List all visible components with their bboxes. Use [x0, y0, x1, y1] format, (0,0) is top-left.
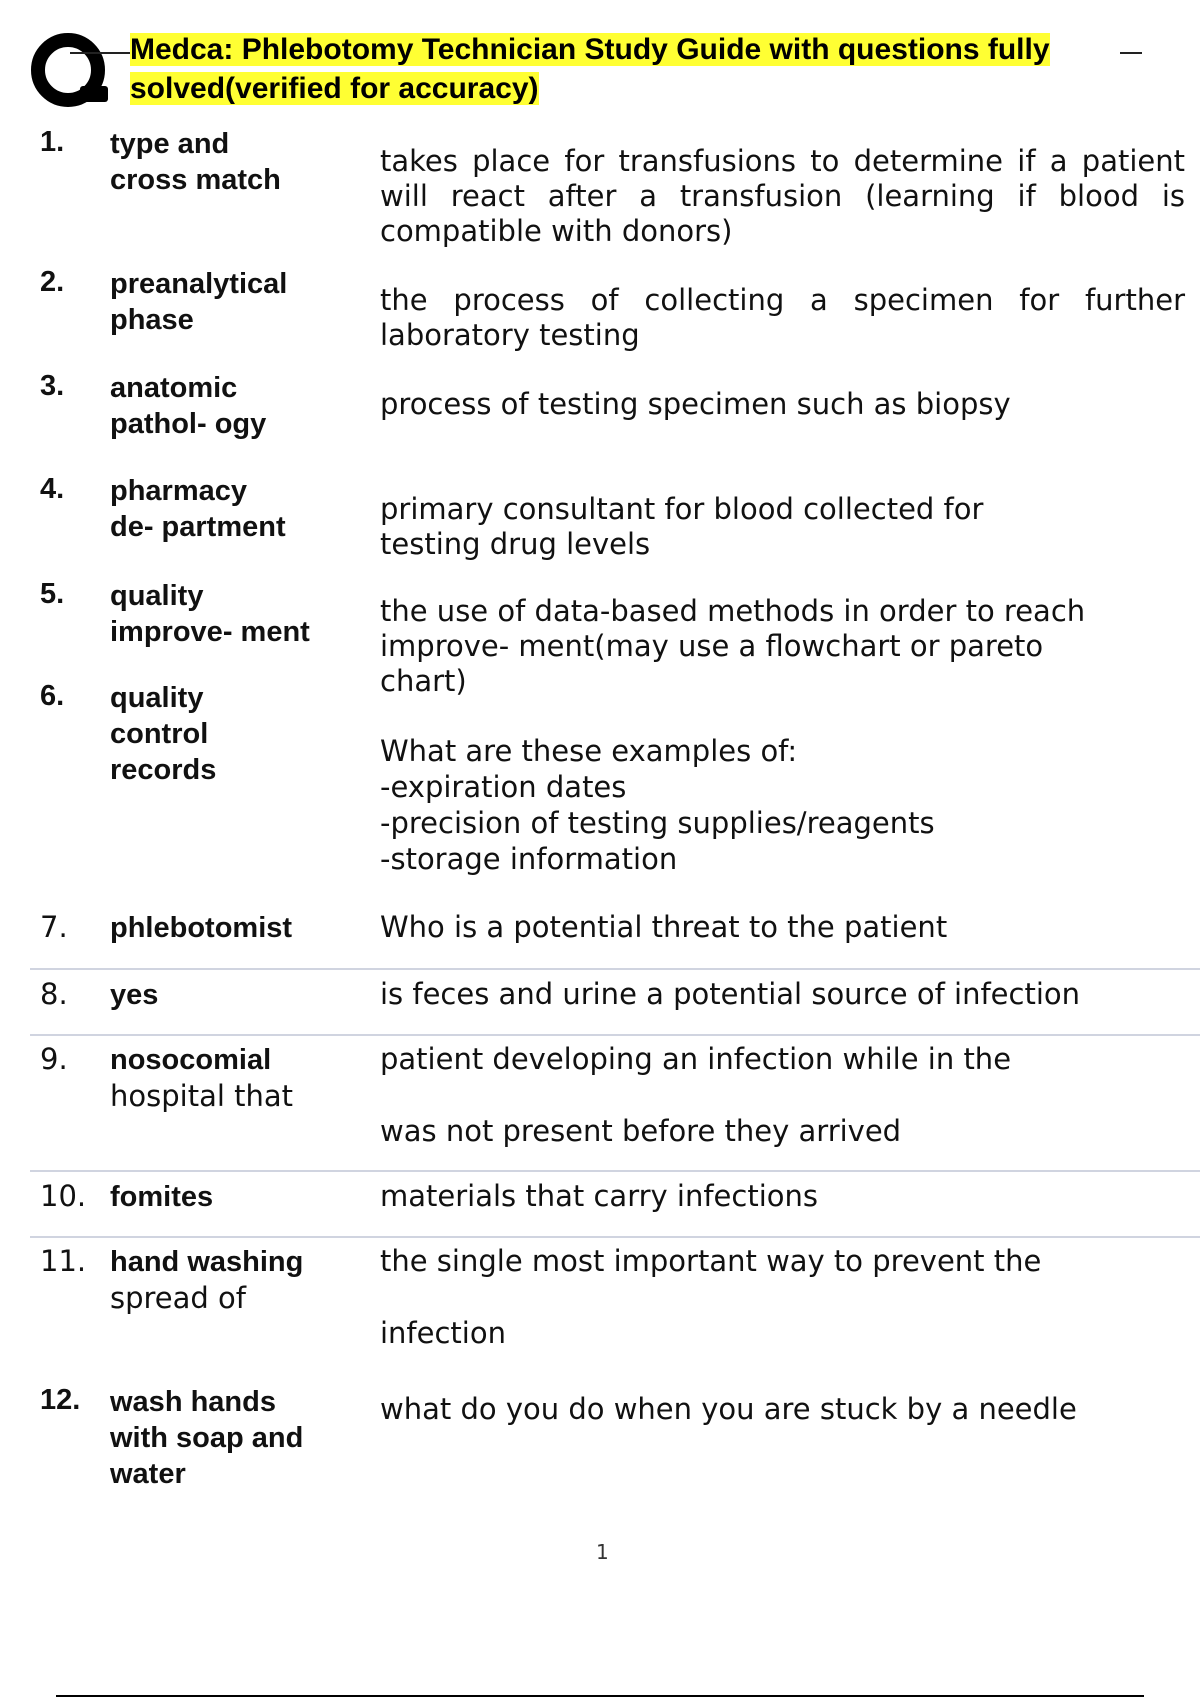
term-line: phlebotomist: [110, 912, 293, 944]
item-term: [110, 473, 350, 545]
title-line-2: solved(verified for accuracy): [130, 72, 539, 105]
item-term: [110, 1384, 350, 1492]
item-number: 12.: [40, 1384, 81, 1416]
item-number: 4.: [40, 473, 65, 505]
item-term: [110, 977, 350, 1013]
term-line: pathol- ogy: [110, 408, 267, 440]
term-line: water: [110, 1458, 186, 1490]
item-number: 2.: [40, 266, 65, 298]
term-line: anatomic: [110, 372, 238, 404]
item-term: [110, 1244, 350, 1316]
term-line: pharmacy: [110, 475, 248, 507]
item-definition-line: the single most important way to prevent the: [380, 1244, 1042, 1278]
term-line: preanalytical: [110, 268, 288, 300]
item-number: 7.: [40, 910, 68, 944]
item-definition: is feces and urine a potential source of infection: [380, 977, 1081, 1011]
term-line: spread of: [110, 1281, 246, 1315]
row-divider: [30, 968, 1200, 970]
q-logo-icon: [30, 30, 112, 112]
row-divider: [30, 1170, 1200, 1172]
term-line: control: [110, 718, 209, 750]
bottom-rule: [56, 1695, 1144, 1697]
item-definition: takes place for transfusions to determine if a patient will react after a transfusion (learning if blood is compatible with donors): [380, 144, 1185, 248]
item-term: [110, 1042, 350, 1114]
item-definition: the process of collecting a specimen for further laboratory testing: [380, 283, 1185, 352]
row-divider: [30, 1034, 1200, 1036]
item-number: 6.: [40, 680, 65, 712]
item-term: [110, 266, 350, 338]
item-number: 11.: [40, 1244, 87, 1278]
item-term: [110, 370, 350, 442]
item-term: [110, 910, 350, 946]
page-number: 1: [596, 1540, 609, 1564]
item-definition-line: patient developing an infection while in the: [380, 1042, 1012, 1076]
term-line: yes: [110, 979, 159, 1011]
item-definition: materials that carry infections: [380, 1179, 819, 1213]
term-line: fomites: [110, 1181, 214, 1213]
item-term: [110, 126, 350, 198]
term-line: cross match: [110, 164, 281, 196]
item-definition: primary consultant for blood collected for testing drug levels: [380, 492, 984, 561]
item-definition: what do you do when you are stuck by a needle: [380, 1392, 1077, 1426]
item-definition: process of testing specimen such as biopsy: [380, 387, 1011, 421]
term-line: de- partment: [110, 511, 286, 543]
item-number: 5.: [40, 578, 65, 610]
item-term: [110, 1179, 350, 1215]
term-line: wash hands: [110, 1386, 276, 1418]
title-rule-left: [70, 52, 132, 54]
term-line: improve- ment: [110, 616, 310, 648]
item-number: 10.: [40, 1179, 87, 1213]
term-line: records: [110, 754, 217, 786]
item-definition: What are these examples of: -expiration dates -precision of testing supplies/reagents -storage information: [380, 734, 935, 876]
item-definition-line: was not present before they arrived: [380, 1114, 902, 1148]
item-number: 3.: [40, 370, 65, 402]
term-line: quality: [110, 580, 204, 612]
item-definition: Who is a potential threat to the patient: [380, 910, 948, 944]
title-line-1: Medca: Phlebotomy Technician Study Guide with questions fully: [130, 33, 1050, 66]
item-definition: the use of data-based methods in order to reach improve- ment(may use a flowchart or pareto chart): [380, 594, 1086, 698]
term-line: quality: [110, 682, 204, 714]
item-number: 9.: [40, 1042, 68, 1076]
item-definition-line: infection: [380, 1316, 506, 1350]
row-divider: [30, 1236, 1200, 1238]
term-line: hospital that: [110, 1079, 294, 1113]
item-number: 8.: [40, 977, 68, 1011]
item-number: 1.: [40, 126, 65, 158]
item-term: [110, 578, 350, 650]
term-line: type and: [110, 128, 230, 160]
item-term: [110, 680, 350, 788]
term-line: phase: [110, 304, 194, 336]
document-title: [130, 30, 1130, 108]
term-line: with soap and: [110, 1422, 304, 1454]
term-line: nosocomial: [110, 1044, 272, 1076]
term-line: hand washing: [110, 1246, 304, 1278]
